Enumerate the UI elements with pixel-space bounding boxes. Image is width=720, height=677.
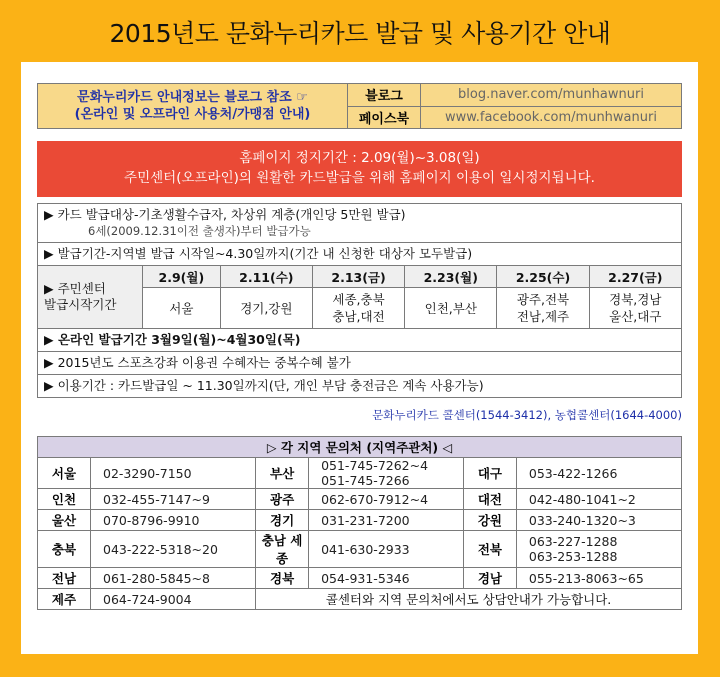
date-header: 2.23(월) (405, 266, 497, 288)
area-line: 경북,경남 (609, 292, 662, 307)
phone-line: 054-931-5346 (321, 570, 410, 586)
region-row (38, 531, 682, 568)
region-header: ▷ 각 지역 문의처 (지역주관처) ◁ (38, 437, 682, 458)
start-label (38, 266, 143, 329)
region-phone (309, 568, 464, 589)
region-phone: 064-724-9004 (91, 589, 256, 610)
region-name: 대구 (463, 458, 516, 489)
date-header: 2.9(월) (143, 266, 221, 288)
blog-note-line2: (온라인 및 오프라인 사용처/가맹점 안내) (74, 107, 311, 122)
region-name: 경북 (256, 568, 309, 589)
area-line: 서울 (169, 300, 194, 316)
phone-line: 033-240-1320~3 (528, 512, 636, 528)
region-phone (516, 568, 681, 589)
area-line: 울산,대구 (609, 309, 662, 324)
region-name: 대전 (463, 489, 516, 510)
online-period-row: ▶ 온라인 발급기간 3월9일(월)~4월30일(목) (38, 329, 682, 352)
date-header: 2.25(수) (497, 266, 589, 288)
region-name: 충남 세종 (256, 531, 309, 568)
region-phone (309, 489, 464, 510)
notice-line2: 주민센터(오프라인)의 원활한 카드발급을 위해 홈페이지 이용이 일시정지됩니다. (124, 170, 595, 186)
region-row (38, 568, 682, 589)
region-phone (516, 489, 681, 510)
region-phone (91, 531, 256, 568)
phone-line: 053-422-1266 (528, 465, 618, 481)
region-phone (516, 458, 681, 489)
phone-line: 042-480-1041~2 (528, 491, 636, 507)
region-phone (91, 568, 256, 589)
phone-line: 070-8796-9910 (103, 512, 200, 528)
phone-line: 041-630-2933 (321, 541, 410, 557)
phone-line: 062-670-7912~4 (321, 491, 429, 507)
facebook-label: 페이스북 (348, 106, 421, 129)
region-name: 울산 (38, 510, 91, 531)
area-line: 경기,강원 (240, 300, 293, 316)
area-line: 인천,부산 (424, 300, 477, 316)
region-row (38, 489, 682, 510)
phone-line: 051-745-7262~4 (321, 458, 429, 473)
notice-line1: 홈페이지 정지기간 : 2.09(월)~3.08(일) (239, 150, 480, 166)
phone-line: 043-222-5318~20 (103, 541, 218, 557)
area-line: 전남,제주 (516, 309, 570, 324)
period-row: ▶ 발급기간-지역별 발급 시작일~4.30일까지(기간 내 신청한 대상자 모두발급) (38, 243, 682, 266)
date-areas (312, 288, 404, 329)
info-card (21, 62, 698, 654)
region-contact-table (37, 436, 682, 610)
target-row (38, 204, 682, 243)
date-areas (143, 288, 221, 329)
facebook-link[interactable]: www.facebook.com/munhwanuri (421, 106, 682, 129)
region-name: 서울 (38, 458, 91, 489)
blog-link[interactable]: blog.naver.com/munhawnuri (421, 84, 682, 107)
region-row (38, 510, 682, 531)
date-areas (405, 288, 497, 329)
region-name: 인천 (38, 489, 91, 510)
blog-label: 블로그 (348, 84, 421, 107)
usage-row: ▶ 이용기간 : 카드발급일 ~ 11.30일까지(단, 개인 부담 충전금은 계속 사용가능) (38, 375, 682, 398)
region-phone (91, 510, 256, 531)
date-areas (220, 288, 312, 329)
sports-row: ▶ 2015년도 스포츠강좌 이용권 수혜자는 중복수혜 불가 (38, 352, 682, 375)
phone-line: 063-227-1288 (528, 534, 618, 549)
date-header: 2.11(수) (220, 266, 312, 288)
phone-line: 031-231-7200 (321, 512, 410, 528)
start-label-line1: ▶ 주민센터 (44, 281, 106, 296)
phone-line: 063-253-1288 (528, 549, 618, 564)
page-title: 2015년도 문화누리카드 발급 및 사용기간 안내 (109, 19, 611, 48)
target-line1: ▶ 카드 발급대상-기초생활수급자, 차상위 계층(개인당 5만원 발급) (44, 207, 406, 222)
region-name: 제주 (38, 589, 91, 610)
region-phone (91, 458, 256, 489)
region-row (38, 458, 682, 489)
date-areas (497, 288, 589, 329)
area-line: 충남,대전 (332, 309, 385, 324)
blog-note-line1: 문화누리카드 안내정보는 블로그 참조 ☞ (77, 90, 308, 105)
start-label-line2: 발급시작기간 (44, 297, 117, 312)
region-phone (516, 510, 681, 531)
blog-info-table (37, 83, 682, 129)
area-line: 광주,전북 (516, 292, 570, 307)
homepage-suspension-notice (37, 141, 682, 197)
region-name: 광주 (256, 489, 309, 510)
region-phone (91, 489, 256, 510)
area-line: 세종,충북 (332, 292, 385, 307)
region-name: 전북 (463, 531, 516, 568)
region-phone (309, 510, 464, 531)
region-phone (309, 531, 464, 568)
phone-line: 061-280-5845~8 (103, 570, 210, 586)
date-header: 2.27(금) (589, 266, 681, 288)
date-areas (589, 288, 681, 329)
phone-line: 02-3290-7150 (103, 465, 192, 481)
region-name: 강원 (463, 510, 516, 531)
region-name: 부산 (256, 458, 309, 489)
phone-line: 051-745-7266 (321, 473, 410, 488)
date-header: 2.13(금) (312, 266, 404, 288)
phone-line: 055-213-8063~65 (528, 570, 644, 586)
region-name: 충북 (38, 531, 91, 568)
region-name: 전남 (38, 568, 91, 589)
issuance-table (37, 203, 682, 398)
blog-note (38, 84, 348, 129)
callcenter-info: 문화누리카드 콜센터(1544-3412), 농협콜센터(1644-4000) (372, 408, 682, 422)
region-name: 경남 (463, 568, 516, 589)
region-phone (516, 531, 681, 568)
region-phone (309, 458, 464, 489)
region-footer-note: 콜센터와 지역 문의처에서도 상담안내가 가능합니다. (256, 589, 682, 610)
phone-line: 032-455-7147~9 (103, 491, 210, 507)
region-name: 경기 (256, 510, 309, 531)
target-line2: 6세(2009.12.31이전 출생자)부터 발급가능 (88, 224, 311, 238)
